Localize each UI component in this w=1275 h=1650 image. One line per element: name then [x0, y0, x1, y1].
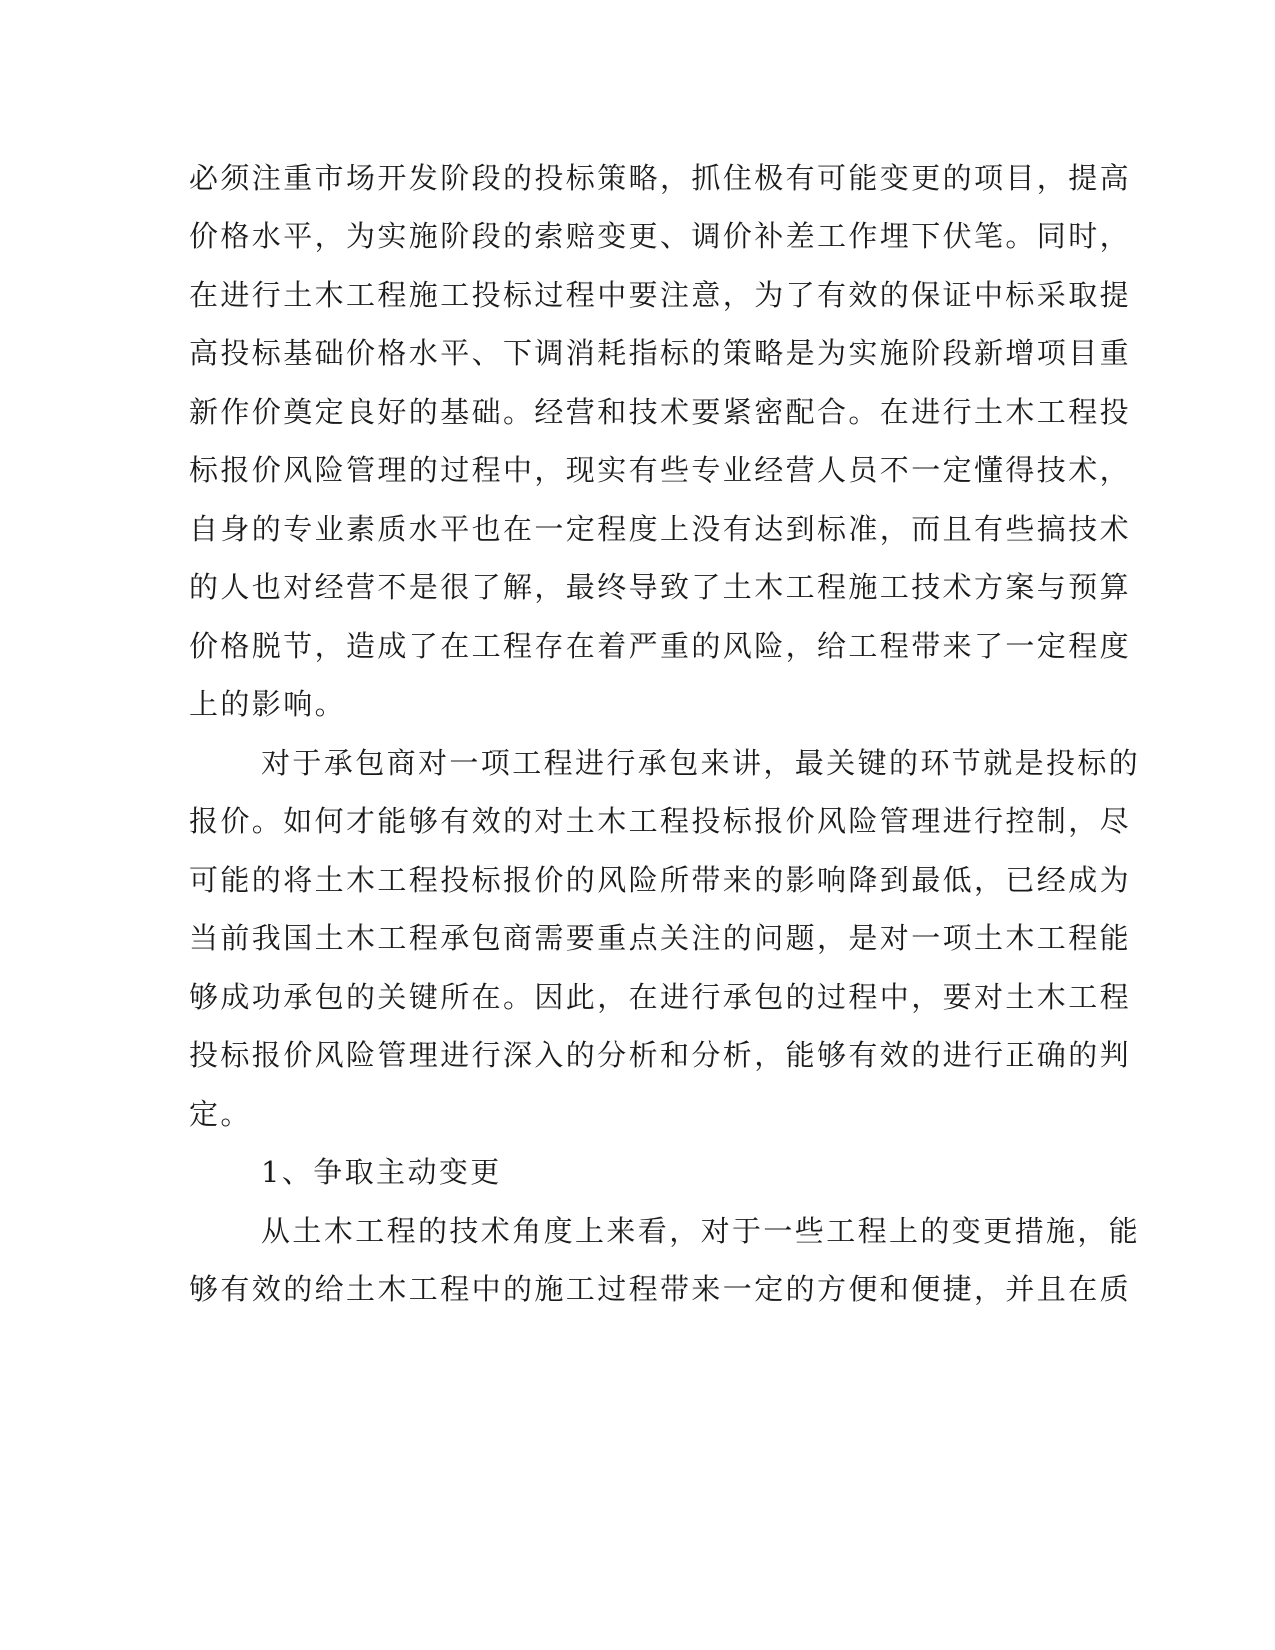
paragraph-1-line-8: 的人也对经营不是很了解，最终导致了土木工程施工技术方案与预算: [189, 570, 1132, 604]
paragraph-1-line-3: 在进行土木工程施工投标过程中要注意，为了有效的保证中标采取提: [189, 278, 1132, 312]
paragraph-1-line-2: 价格水平，为实施阶段的索赔变更、调价补差工作埋下伏笔。同时，: [189, 219, 1132, 253]
paragraph-1-line-10: 上的影响。: [189, 687, 347, 721]
paragraph-2-line-7: 定。: [189, 1097, 252, 1131]
paragraph-2-line-2: 报价。如何才能够有效的对土木工程投标报价风险管理进行控制，尽: [189, 804, 1132, 838]
paragraph-2-line-4: 当前我国土木工程承包商需要重点关注的问题，是对一项土木工程能: [189, 921, 1132, 955]
paragraph-2-line-6: 投标报价风险管理进行深入的分析和分析，能够有效的进行正确的判: [189, 1038, 1132, 1072]
paragraph-1-line-6: 标报价风险管理的过程中，现实有些专业经营人员不一定懂得技术，: [189, 453, 1132, 487]
paragraph-1-line-5: 新作价奠定良好的基础。经营和技术要紧密配合。在进行土木工程投: [189, 395, 1132, 429]
paragraph-1-line-9: 价格脱节，造成了在工程存在着严重的风险，给工程带来了一定程度: [189, 629, 1132, 663]
paragraph-2-line-1: 对于承包商对一项工程进行承包来讲，最关键的环节就是投标的: [261, 746, 1141, 780]
paragraph-1-line-4: 高投标基础价格水平、下调消耗指标的策略是为实施阶段新增项目重: [189, 336, 1132, 370]
paragraph-1-line-1: 必须注重市场开发阶段的投标策略，抓住极有可能变更的项目，提高: [189, 161, 1132, 195]
paragraph-2-line-5: 够成功承包的关键所在。因此，在进行承包的过程中，要对土木工程: [189, 980, 1132, 1014]
paragraph-2-line-3: 可能的将土木工程投标报价的风险所带来的影响降到最低，已经成为: [189, 863, 1132, 897]
paragraph-1-line-7: 自身的专业素质水平也在一定程度上没有达到标准，而且有些搞技术: [189, 512, 1132, 546]
paragraph-3-line-1: 从土木工程的技术角度上来看，对于一些工程上的变更措施，能: [261, 1214, 1141, 1248]
section-heading: 1、争取主动变更: [261, 1155, 502, 1189]
paragraph-3-line-2: 够有效的给土木工程中的施工过程带来一定的方便和便捷，并且在质: [189, 1272, 1132, 1306]
